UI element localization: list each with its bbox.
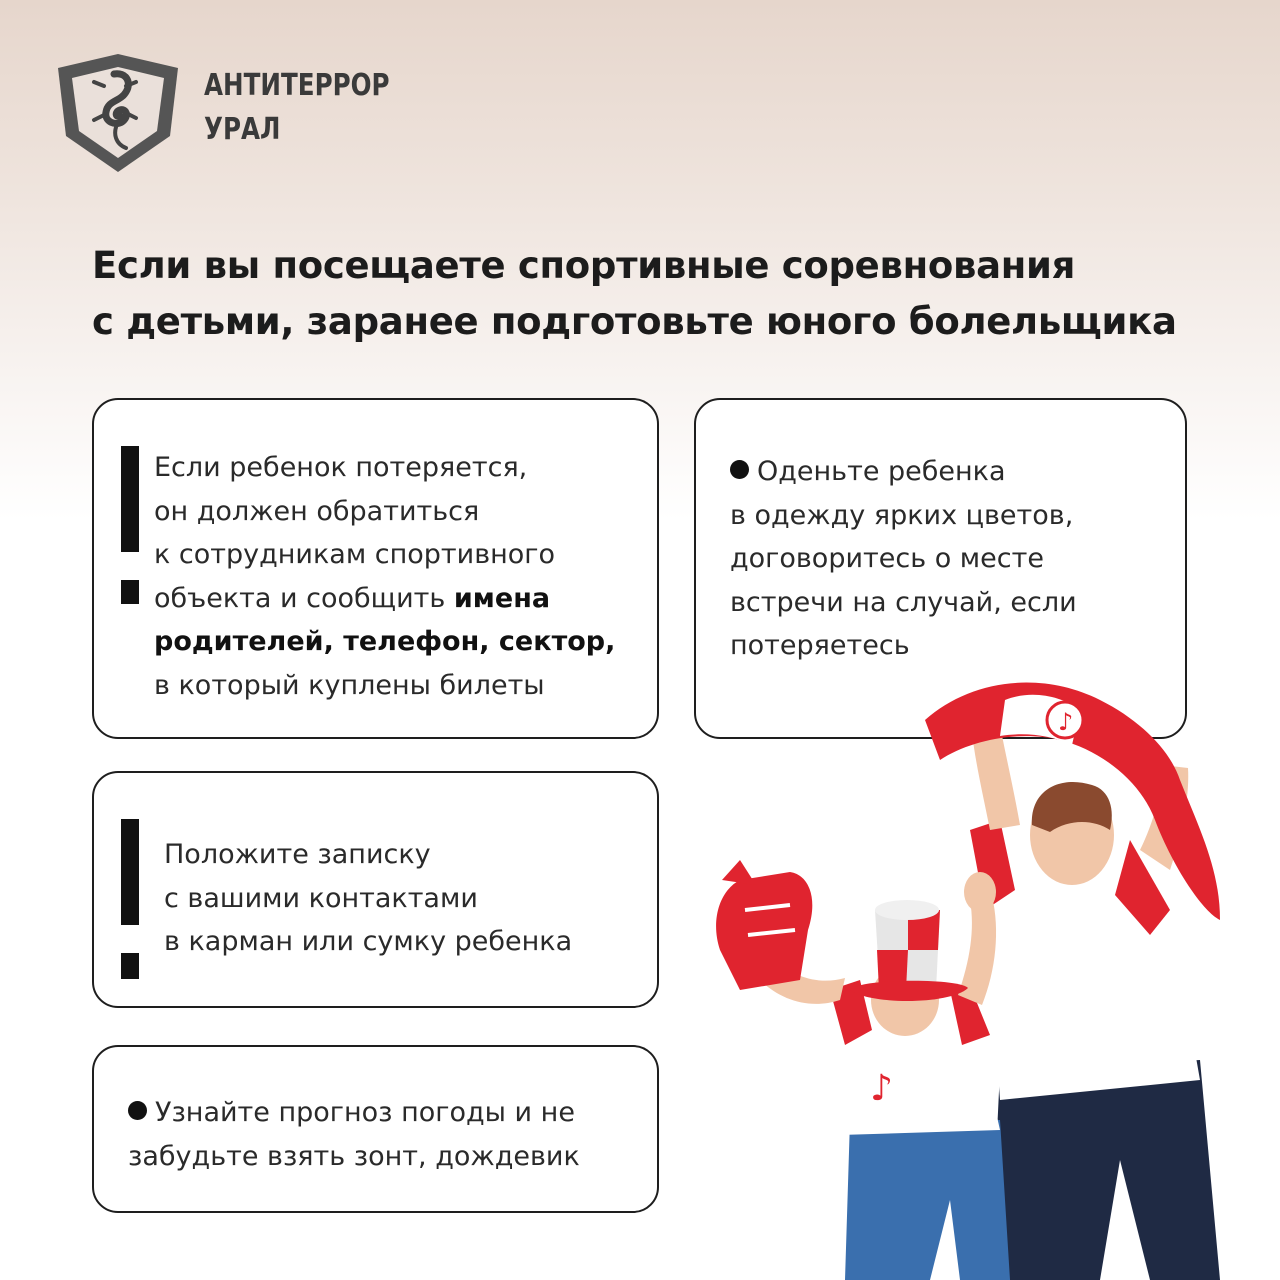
text-bold-segment: родителей, телефон, сектор, (154, 626, 616, 657)
text-line: в который куплены билеты (154, 669, 545, 701)
title-line-1: Если вы посещаете спортивные соревнования (92, 244, 1076, 287)
bullet-icon (730, 460, 749, 479)
text-line: с вашими контактами (164, 882, 478, 914)
text-bold-segment: имена (453, 582, 551, 614)
text-line: забудьте взять зонт, дождевик (128, 1140, 580, 1172)
bullet-icon (128, 1101, 147, 1120)
brand-title (204, 64, 390, 152)
text-line: Если ребенок потеряется, (154, 452, 528, 483)
svg-text:♪: ♪ (870, 1068, 893, 1109)
text-line: Положите записку (164, 839, 431, 870)
brand-line-1: АНТИТЕРРОР (204, 68, 390, 103)
text-line (128, 1091, 580, 1135)
card-weather-text (128, 1091, 580, 1178)
title-line-2: с детьми, заранее подготовьте юного болельщика (92, 300, 1177, 343)
card-note-text (164, 833, 572, 964)
card-lost-child (92, 398, 659, 739)
text-line: встречи на случай, если (730, 586, 1077, 618)
text-line: он должен обратиться (154, 495, 480, 527)
text-line: договоритесь о месте (730, 543, 1044, 574)
shield-lizard-logo (56, 52, 180, 174)
text-segment: Оденьте ребенка (757, 456, 1006, 487)
text-line (154, 577, 615, 621)
text-segment: объекта и сообщить (154, 582, 454, 614)
text-line: в одежду ярких цветов, (730, 499, 1074, 531)
text-segment: Узнайте прогноз погоды и не (155, 1097, 575, 1128)
text-line: к сотрудникам спортивного (154, 539, 555, 570)
card-note (92, 771, 659, 1008)
fans-illustration (700, 660, 1280, 1280)
page-title (92, 238, 1212, 350)
text-line: потеряетесь (730, 630, 910, 661)
brand-line-2: УРАЛ (204, 112, 281, 147)
text-line: в карман или сумку ребенка (164, 926, 573, 957)
card-bright-clothes-text (730, 450, 1077, 668)
text-line (154, 620, 615, 664)
card-weather (92, 1045, 659, 1213)
svg-text:♪: ♪ (1058, 708, 1074, 736)
card-lost-child-text (154, 446, 615, 707)
text-line (730, 450, 1077, 494)
